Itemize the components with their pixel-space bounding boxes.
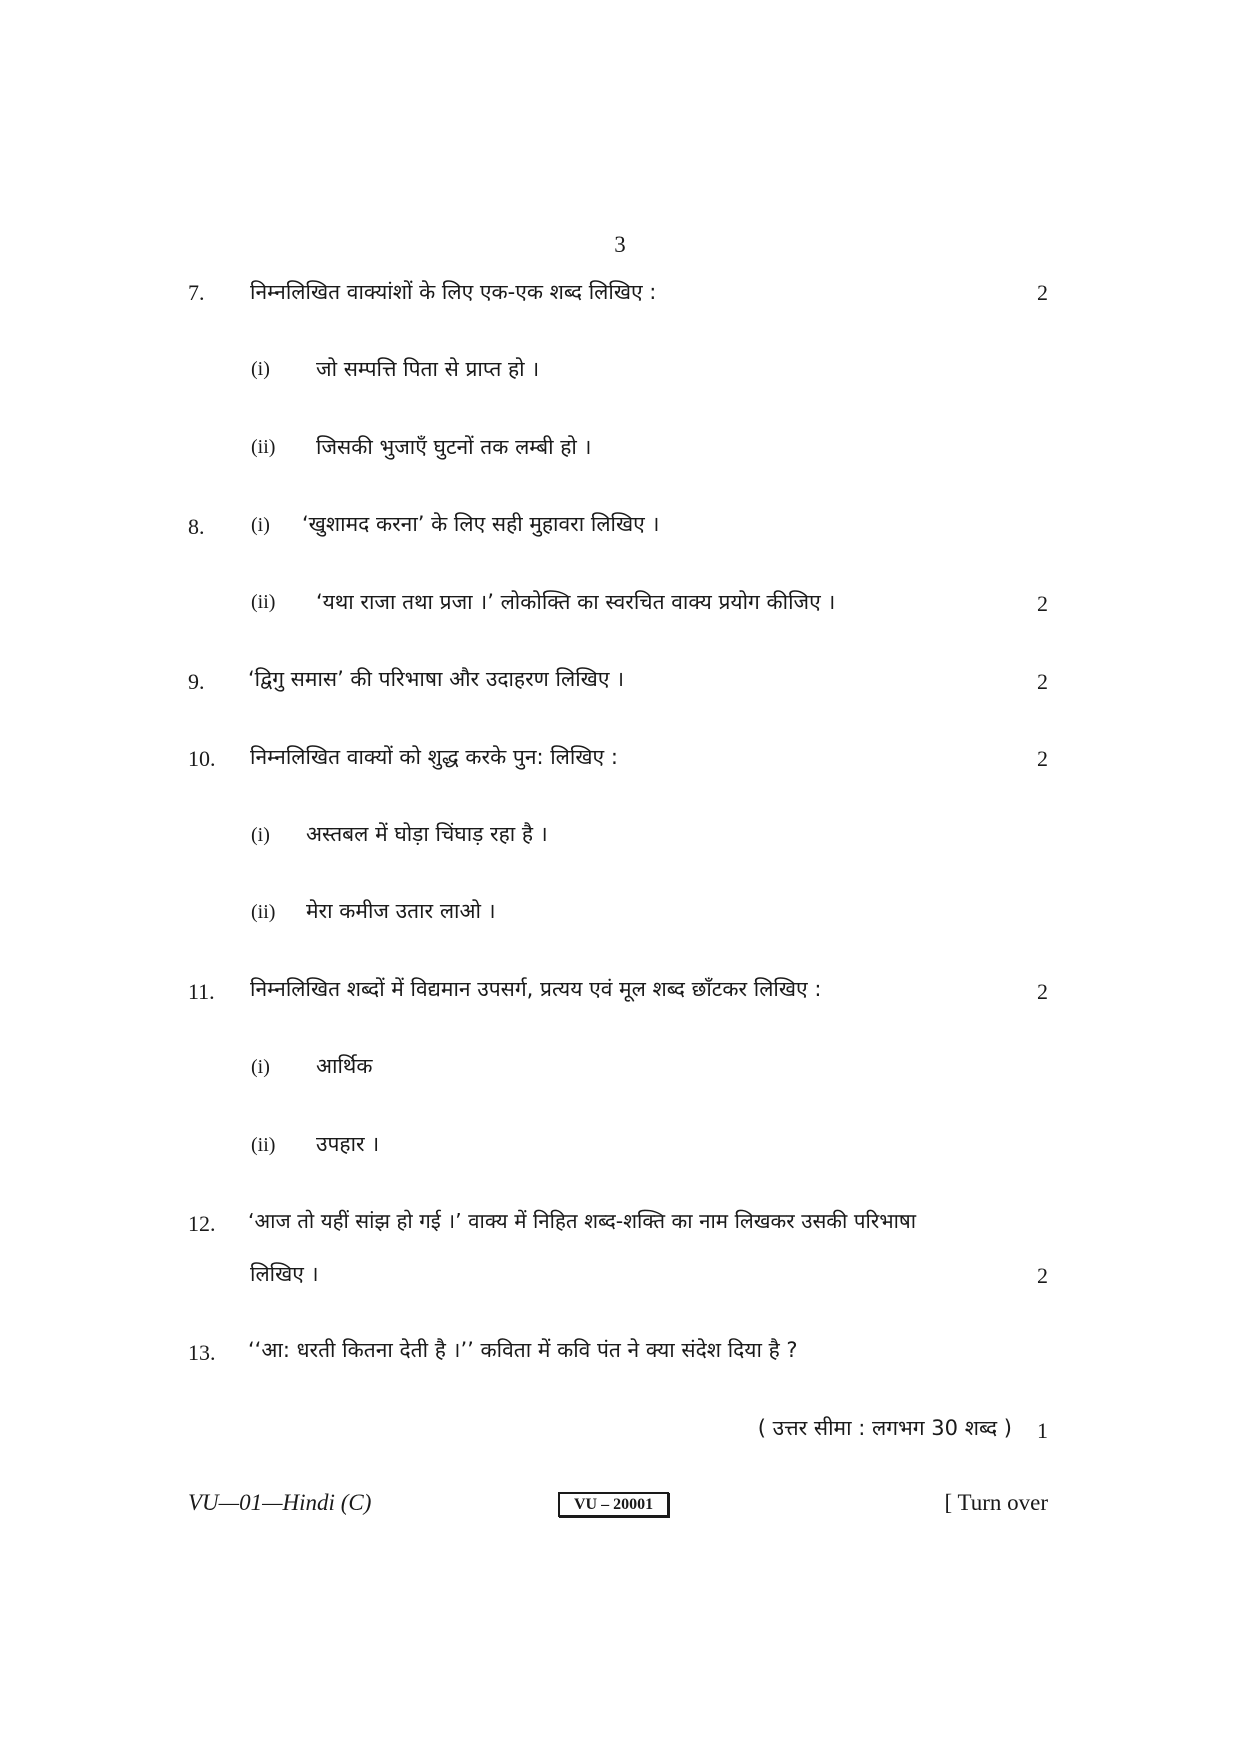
footer-paper-code: VU—01—Hindi (C) (188, 1490, 372, 1515)
question-10-item-2-text: मेरा कमीज उतार लाओ । (306, 899, 496, 923)
footer-booklet-code: VU – 20001 (558, 1492, 669, 1517)
question-12-text-line-2: लिखिए । (250, 1262, 319, 1286)
question-13-number: 13. (188, 1340, 216, 1365)
question-13-word-limit: ( उत्तर सीमा : लगभग 30 शब्द ) (757, 1416, 1012, 1440)
question-7-text: निम्नलिखित वाक्यांशों के लिए एक-एक शब्द लिखिए : (250, 280, 657, 304)
question-12-number: 12. (188, 1211, 216, 1236)
question-10-text: निम्नलिखित वाक्यों को शुद्ध करके पुन: लिखिए : (250, 745, 618, 769)
question-7-item-2-text: जिसकी भुजाएँ घुटनों तक लम्बी हो । (316, 435, 592, 459)
question-12-marks: 2 (1037, 1263, 1048, 1288)
page-number: 3 (614, 232, 626, 257)
question-11-text: निम्नलिखित शब्दों में विद्यमान उपसर्ग, प्रत्यय एवं मूल शब्द छाँटकर लिखिए : (250, 977, 822, 1001)
question-11-item-1-label: (i) (251, 1056, 270, 1078)
question-7-number: 7. (188, 280, 205, 305)
question-7-item-1-text: जो सम्पत्ति पिता से प्राप्त हो । (316, 357, 540, 381)
question-10-item-1-label: (i) (251, 824, 270, 846)
question-8-item-1-text: ‘खुशामद करना’ के लिए सही मुहावरा लिखिए । (302, 512, 660, 536)
question-11-marks: 2 (1037, 979, 1048, 1004)
question-10-marks: 2 (1037, 746, 1048, 771)
question-11-item-1-text: आर्थिक (316, 1054, 373, 1078)
question-7-item-1-label: (i) (251, 358, 270, 380)
question-8-number: 8. (188, 514, 205, 539)
question-12-text-line-1: ‘आज तो यहीं सांझ हो गई ।’ वाक्य में निहित शब्द-शक्ति का नाम लिखकर उसकी परिभाषा (248, 1209, 917, 1233)
question-7-item-2-label: (ii) (251, 436, 276, 458)
question-11-item-2-label: (ii) (251, 1134, 276, 1156)
question-8-item-2-text: ‘यथा राजा तथा प्रजा ।’ लोकोक्ति का स्वरचित वाक्य प्रयोग कीजिए । (316, 590, 836, 614)
question-13-text: ‘‘आ: धरती कितना देती है ।’’ कविता में कवि पंत ने क्या संदेश दिया है ? (248, 1338, 798, 1362)
question-9-number: 9. (188, 669, 205, 694)
question-10-number: 10. (188, 746, 216, 771)
question-11-item-2-text: उपहार । (316, 1132, 380, 1156)
question-8-item-2-label: (ii) (251, 591, 276, 613)
question-13-marks: 1 (1037, 1418, 1048, 1443)
question-10-item-2-label: (ii) (251, 901, 276, 923)
question-7-marks: 2 (1037, 280, 1048, 305)
question-11-number: 11. (188, 979, 215, 1004)
question-10-item-1-text: अस्तबल में घोड़ा चिंघाड़ रहा है । (306, 822, 548, 846)
question-9-marks: 2 (1037, 669, 1048, 694)
question-8-item-1-label: (i) (251, 514, 270, 536)
question-9-text: ‘द्विगु समास’ की परिभाषा और उदाहरण लिखिए । (248, 667, 625, 691)
footer-turn-over: [ Turn over (944, 1490, 1048, 1515)
question-8-marks: 2 (1037, 591, 1048, 616)
